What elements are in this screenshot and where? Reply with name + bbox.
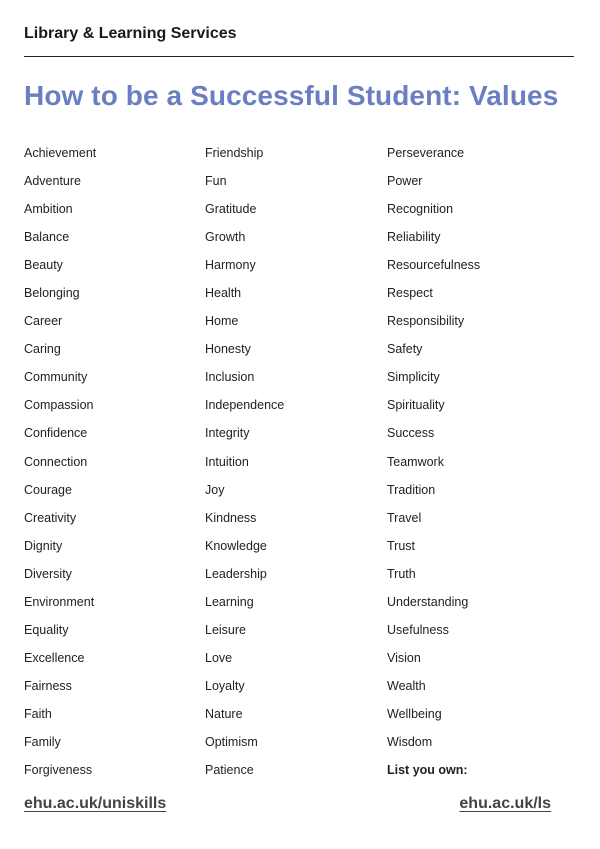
value-item: Patience <box>205 763 254 778</box>
value-item: Independence <box>205 398 285 413</box>
value-item: Excellence <box>24 650 85 665</box>
value-item: Safety <box>387 342 423 357</box>
value-item: Resourcefulness <box>387 258 481 273</box>
value-item: Vision <box>387 650 421 665</box>
value-item: Inclusion <box>205 370 255 385</box>
value-item: Nature <box>205 706 243 721</box>
value-item: Beauty <box>24 258 63 273</box>
value-item: Integrity <box>205 426 250 441</box>
value-item: Intuition <box>205 454 249 469</box>
library-services-link[interactable]: ehu.ac.uk/ls <box>459 795 551 812</box>
value-item: Joy <box>205 482 225 497</box>
values-column-3 <box>387 143 567 788</box>
value-item: Diversity <box>24 566 72 581</box>
value-item: Fun <box>205 174 227 189</box>
value-item: Love <box>205 650 233 665</box>
value-item: Respect <box>387 286 433 301</box>
value-item: Creativity <box>24 510 77 525</box>
value-item: Fairness <box>24 678 72 693</box>
value-item: Simplicity <box>387 370 440 385</box>
value-item: Faith <box>24 706 52 721</box>
value-item: Wealth <box>387 678 426 693</box>
value-item: Wellbeing <box>387 706 442 721</box>
value-item: Kindness <box>205 510 257 525</box>
value-item: Tradition <box>387 482 436 497</box>
value-item: Knowledge <box>205 538 267 553</box>
values-column-1 <box>24 143 204 788</box>
value-item: Achievement <box>24 146 97 160</box>
value-item: Power <box>387 174 423 189</box>
value-item: Optimism <box>205 734 258 749</box>
values-list <box>24 143 584 793</box>
value-item: Career <box>24 314 63 329</box>
value-item: Community <box>24 370 88 385</box>
value-item: Confidence <box>24 426 88 441</box>
value-item: Health <box>205 286 242 301</box>
value-item: Leadership <box>205 566 267 581</box>
value-item: Forgiveness <box>24 763 93 778</box>
value-item: Leisure <box>205 622 246 637</box>
value-item: Learning <box>205 594 254 609</box>
value-item: Caring <box>24 342 61 357</box>
uniskills-link[interactable]: ehu.ac.uk/uniskills <box>24 795 167 812</box>
value-item: Wisdom <box>387 734 433 749</box>
value-item: Belonging <box>24 286 80 301</box>
value-item: Truth <box>387 566 416 581</box>
value-item: Balance <box>24 230 70 245</box>
value-item: Travel <box>387 510 422 525</box>
value-item: Compassion <box>24 398 94 413</box>
value-item: Environment <box>24 594 95 609</box>
value-item: Teamwork <box>387 454 444 469</box>
value-item: Success <box>387 426 435 441</box>
value-item: Connection <box>24 454 88 469</box>
value-item: Usefulness <box>387 622 449 637</box>
list-your-own-prompt: List you own: <box>387 763 468 778</box>
header-divider <box>24 56 574 57</box>
value-item: Loyalty <box>205 678 245 693</box>
value-item: Ambition <box>24 202 73 217</box>
value-item: Trust <box>387 538 416 553</box>
value-item: Understanding <box>387 594 469 609</box>
value-item: Adventure <box>24 174 81 189</box>
value-item: Harmony <box>205 258 256 273</box>
value-item: Spirituality <box>387 398 445 413</box>
value-item: Perseverance <box>387 146 465 160</box>
value-item: Honesty <box>205 342 251 357</box>
values-column-2 <box>205 143 385 788</box>
value-item: Courage <box>24 482 72 497</box>
value-item: Friendship <box>205 146 264 160</box>
page-title: How to be a Successful Student: Values <box>24 80 559 111</box>
value-item: Responsibility <box>387 314 465 329</box>
organization-header: Library & Learning Services <box>24 25 237 42</box>
value-item: Family <box>24 734 61 749</box>
value-item: Home <box>205 314 239 329</box>
value-item: Growth <box>205 230 246 245</box>
value-item: Recognition <box>387 202 454 217</box>
value-item: Equality <box>24 622 69 637</box>
value-item: Reliability <box>387 230 441 245</box>
value-item: Dignity <box>24 538 63 553</box>
value-item: Gratitude <box>205 202 257 217</box>
